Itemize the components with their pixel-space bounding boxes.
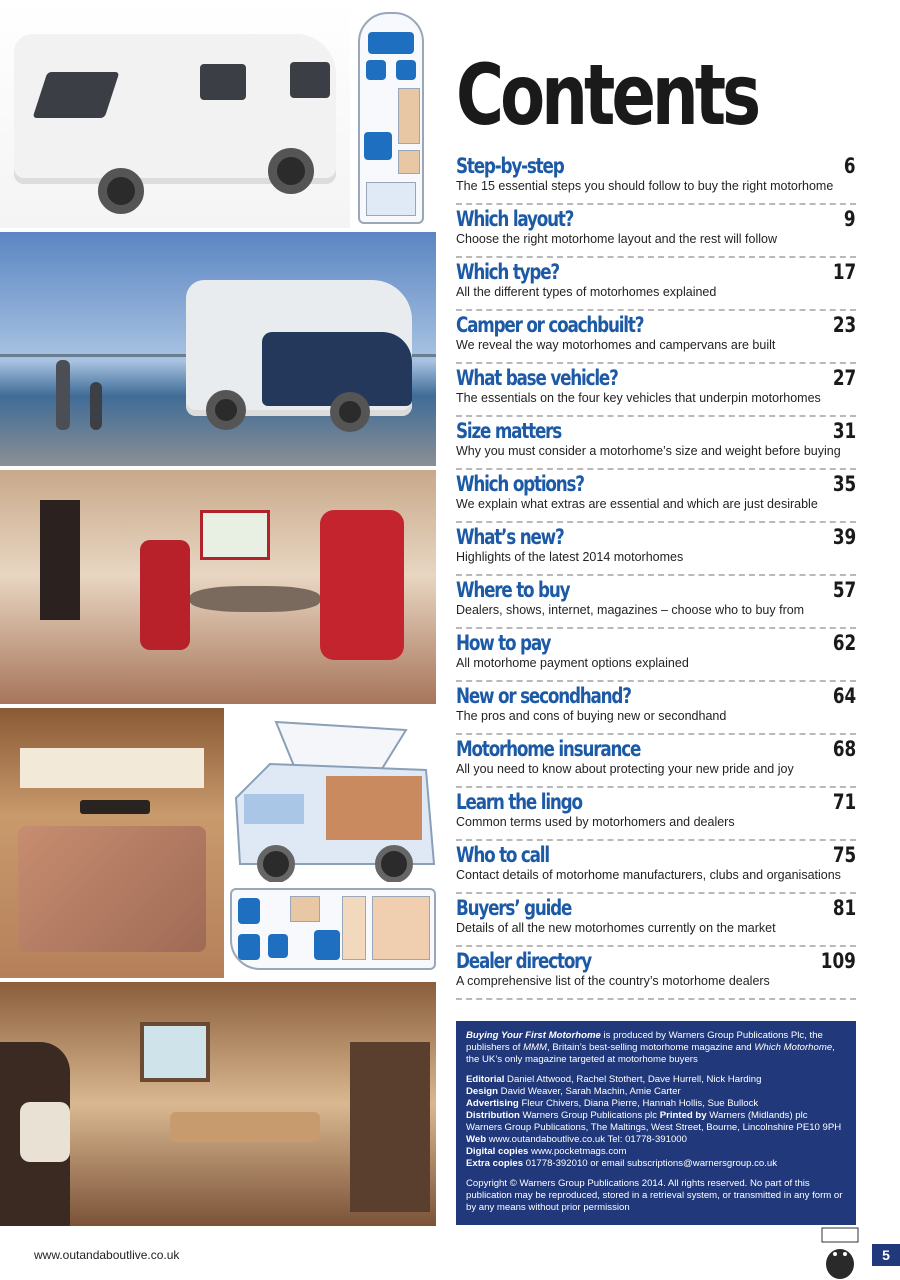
contents-entry: [456, 735, 856, 788]
footer-url: www.outandaboutlive.co.uk: [34, 1248, 180, 1262]
entry-heading: How to pay: [456, 631, 551, 655]
interior-photo-bedroom: [0, 708, 224, 978]
entry-description: We reveal the way motorhomes and campervans are built: [456, 338, 776, 352]
entry-page-number: 35: [832, 472, 856, 496]
credits: Editorial Daniel Attwood, Rachel Stothert, Dave Hurrell, Nick Harding Design David Weaver, Sarah Machin, Amie Carter Advertising Fleur Chivers, Diana Pierre, Hannah Hollis, Sue Bullock Distribution Warners Group Publications plc Printed by Warners (Midlands) plc Warners Group Publications, The Maltings, West Street, Bourne, Lincolnshire PE10 9PH Web www.outandaboutlive.co.uk Tel: 01778-391000 Digital copies www.pocketmags.com Extra copies 01778-392010 or email subscriptions@warnersgroup.co.uk: [466, 1074, 842, 1169]
entry-description: We explain what extras are essential and which are just desirable: [456, 497, 818, 511]
entry-page-number: 64: [832, 684, 856, 708]
entry-description: All the different types of motorhomes explained: [456, 285, 717, 299]
entry-page-number: 9: [844, 207, 856, 231]
entry-heading: What’s new?: [456, 525, 564, 549]
entry-description: A comprehensive list of the country’s motorhome dealers: [456, 974, 770, 988]
entry-page-number: 17: [832, 260, 856, 284]
entry-heading: Who to call: [456, 843, 549, 867]
interior-photo-dinette: [0, 982, 436, 1226]
interior-photo-lounge: [0, 470, 436, 704]
contents-entry: [456, 258, 856, 311]
page-number: 5: [872, 1244, 900, 1266]
entry-page-number: 75: [832, 843, 856, 867]
entry-heading: Which type?: [456, 260, 559, 284]
contents-entry: [456, 470, 856, 523]
entry-page-number: 62: [832, 631, 856, 655]
entry-description: Common terms used by motorhomers and dealers: [456, 815, 735, 829]
entry-heading: Where to buy: [456, 578, 570, 602]
contents-entry: [456, 947, 856, 1000]
contents-entry: [456, 576, 856, 629]
contents-entry: [456, 311, 856, 364]
entry-page-number: 68: [832, 737, 856, 761]
floorplan-horizontal: [230, 888, 436, 970]
motorhome-photo-bridge: [0, 232, 436, 466]
entry-description: The pros and cons of buying new or secondhand: [456, 709, 727, 723]
entry-description: All you need to know about protecting your new pride and joy: [456, 762, 794, 776]
entry-page-number: 57: [832, 578, 856, 602]
entry-heading: Which layout?: [456, 207, 574, 231]
armadillo-mascot-icon: [818, 1226, 862, 1280]
entry-description: Contact details of motorhome manufacturers, clubs and organisations: [456, 868, 841, 882]
entry-description: All motorhome payment options explained: [456, 656, 689, 670]
page-title: Contents: [456, 46, 758, 144]
campervan-cutaway-illustration: [230, 714, 436, 882]
contents-entry: [456, 205, 856, 258]
contents-entry: [456, 682, 856, 735]
publisher-info-box: [456, 1021, 856, 1225]
entry-description: Choose the right motorhome layout and the rest will follow: [456, 232, 777, 246]
entry-heading: Size matters: [456, 419, 562, 443]
entry-heading: Step-by-step: [456, 154, 564, 178]
entry-page-number: 39: [832, 525, 856, 549]
entry-page-number: 23: [832, 313, 856, 337]
entry-heading: Learn the lingo: [456, 790, 582, 814]
entry-page-number: 81: [832, 896, 856, 920]
motorhome-photo-white: [0, 0, 350, 228]
entry-description: The essentials on the four key vehicles that underpin motorhomes: [456, 391, 821, 405]
entry-heading: Motorhome insurance: [456, 737, 641, 761]
entry-heading: Which options?: [456, 472, 584, 496]
entry-page-number: 71: [832, 790, 856, 814]
contents-entry: [456, 788, 856, 841]
entry-description: Details of all the new motorhomes currently on the market: [456, 921, 776, 935]
publisher-intro: Buying Your First Motorhome is produced by Warners Group Publications Plc, the publishers of MMM, Britain’s best-selling motorhome magazine and Which Motorhome, the UK’s only magazine targeted at motorhome buyers: [466, 1030, 835, 1065]
entry-heading: Camper or coachbuilt?: [456, 313, 644, 337]
contents-entry: [456, 364, 856, 417]
entry-page-number: 27: [832, 366, 856, 390]
entry-page-number: 6: [844, 154, 856, 178]
contents-entry: [456, 152, 856, 205]
entry-heading: What base vehicle?: [456, 366, 618, 390]
contents-entry: [456, 894, 856, 947]
entry-description: Highlights of the latest 2014 motorhomes: [456, 550, 684, 564]
entry-heading: Dealer directory: [456, 949, 591, 973]
entry-description: The 15 essential steps you should follow to buy the right motorhome: [456, 179, 834, 193]
entry-heading: Buyers’ guide: [456, 896, 572, 920]
entry-description: Why you must consider a motorhome’s size and weight before buying: [456, 444, 841, 458]
contents-list: [456, 152, 856, 1000]
entry-description: Dealers, shows, internet, magazines – choose who to buy from: [456, 603, 805, 617]
contents-entry: [456, 841, 856, 894]
copyright-notice: Copyright © Warners Group Publications 2014. All rights reserved. No part of this publication may be reproduced, stored in a retrieval system, or transmitted in any form or by any means without prior permission: [466, 1178, 843, 1213]
entry-heading: New or secondhand?: [456, 684, 631, 708]
entry-page-number: 31: [832, 419, 856, 443]
contents-entry: [456, 523, 856, 576]
entry-page-number: 109: [820, 949, 856, 973]
contents-entry: [456, 629, 856, 682]
floorplan-vertical: [358, 12, 424, 224]
contents-entry: [456, 417, 856, 470]
